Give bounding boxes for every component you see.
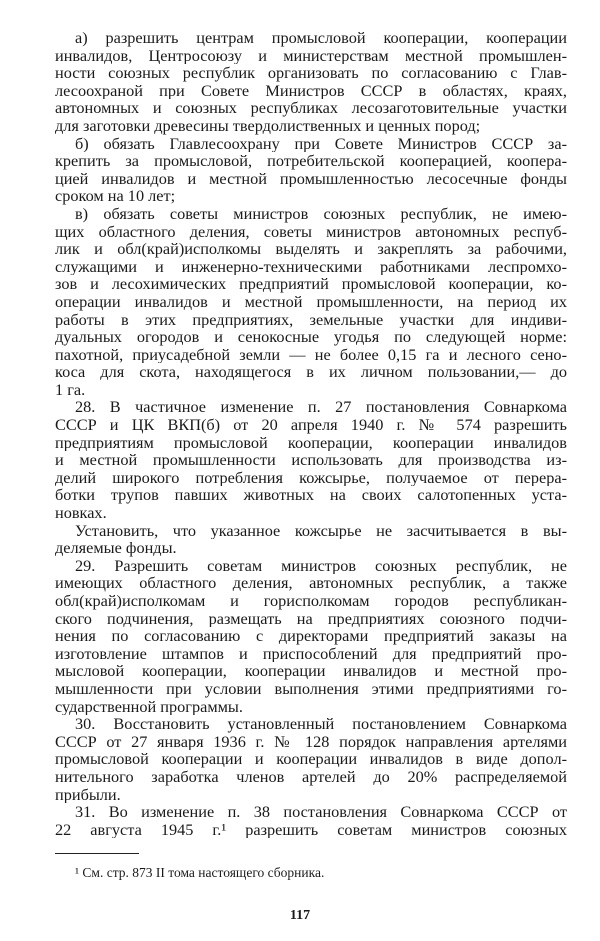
text-line: работы в этих предприятиях, земельные участки для индиви-	[55, 310, 567, 329]
text-line: мышленности при условии выполнения этими предприятиями го-	[55, 679, 567, 698]
text-line: крепить за промысловой, потребительской кооперацией, коопера-	[55, 152, 567, 170]
text-line: сроком на 10 лет;	[55, 187, 176, 205]
text-line: 28. В частичное изменение п. 27 постановления Совнаркома	[75, 398, 567, 417]
text-line: щих областного деления, советы министров автономных респуб-	[55, 222, 567, 241]
text-line: предприятиям промысловой кооперации, кооперации инвалидов	[55, 433, 567, 452]
text-line: инвалидов, Центросоюзу и министерствам местной промышлен-	[55, 46, 567, 65]
text-line: 30. Восстановить установленный постановлением Совнаркома	[75, 715, 567, 733]
text-line: коса для скота, находящегося в их личном пользовании,— до	[55, 363, 567, 381]
text-line: 31. Во изменение п. 38 постановления Совнаркома СССР от	[75, 803, 567, 821]
footnote: ¹ См. стр. 873 II тома настоящего сборника.	[75, 865, 325, 880]
text-line: в) обязать советы министров союзных республик, не имею-	[75, 204, 567, 223]
text-line: обл(край)исполкомам и горисполкомам городов республикан-	[55, 592, 567, 610]
text-line: и местной промышленности использовать для производства из-	[55, 451, 567, 469]
text-line: лесоохраной при Совете Министров СССР в областях, краях,	[55, 81, 567, 100]
text-line: делий широкого потребления кожсырье, получаемое от перера-	[55, 468, 567, 487]
text-line: прибыли.	[55, 785, 121, 804]
text-line: пахотной, приусадебной земли — не более 0,15 га и лесного сено-	[55, 345, 567, 364]
text-line: 29. Разрешить советам министров союзных республик, не	[75, 556, 567, 575]
text-line: Установить, что указанное кожсырье не засчитывается в вы-	[75, 521, 567, 540]
text-line: мысловой кооперации, кооперации инвалидов и местной про-	[55, 662, 567, 680]
text-line: промысловой кооперации и кооперации инвалидов в виде допол-	[55, 750, 567, 768]
text-line: СССР и ЦК ВКП(б) от 20 апреля 1940 г. № 574 разрешить	[55, 416, 567, 434]
text-line: б) обязать Главлесоохрану при Совете Министров СССР за-	[75, 134, 567, 153]
text-line: деляемые фонды.	[55, 539, 177, 557]
text-line: а) разрешить центрам промысловой кооперации, кооперации	[75, 29, 567, 47]
text-line: для заготовки древесины твердолиственных и ценных пород;	[55, 116, 481, 135]
page-number: 117	[289, 908, 311, 923]
text-line: цией инвалидов и местной промышленностью лесосечные фонды	[55, 169, 567, 188]
text-line: имеющих областного деления, автономных республик, а также	[55, 574, 567, 592]
text-line: СССР от 27 января 1936 г. № 128 порядок направления артелями	[55, 732, 567, 751]
footnote-divider	[55, 853, 139, 854]
text-line: ности союзных республик организовать по согласованию с Глав-	[55, 64, 567, 82]
text-line: дуальных огородов и сенокосные угодья по следующей норме:	[55, 328, 567, 346]
text-line: 1 га.	[55, 380, 86, 399]
text-line: изготовление штампов и приспособлений для предприятий про-	[55, 644, 567, 663]
text-line: зов и лесохимических предприятий промысловой кооперации, ко-	[55, 275, 567, 293]
text-line: новках.	[55, 504, 107, 522]
text-line: ского подчинения, размещать на предприятиях союзного подчи-	[55, 609, 567, 628]
body-text	[55, 29, 567, 838]
text-line: ботки трупов павших животных на своих салотопенных уста-	[55, 486, 567, 505]
text-line: нительного заработка членов артелей до 20% распределяемой	[55, 767, 567, 786]
text-line: автономных и союзных республиках лесозаготовительные участки	[55, 99, 567, 117]
text-line: операции инвалидов и местной промышленности, на период их	[55, 292, 567, 311]
text-line: нения по согласованию с директорами предприятий заказы на	[55, 627, 567, 645]
text-line: лик и обл(край)исполкомы выделять и закреплять за рабочими,	[55, 240, 567, 258]
text-line: служащими и инженерно-техническими работниками леспромхо-	[55, 257, 567, 276]
text-line: 22 августа 1945 г.¹ разрешить советам министров союзных	[55, 820, 567, 839]
text-line: сударственной программы.	[55, 697, 243, 716]
